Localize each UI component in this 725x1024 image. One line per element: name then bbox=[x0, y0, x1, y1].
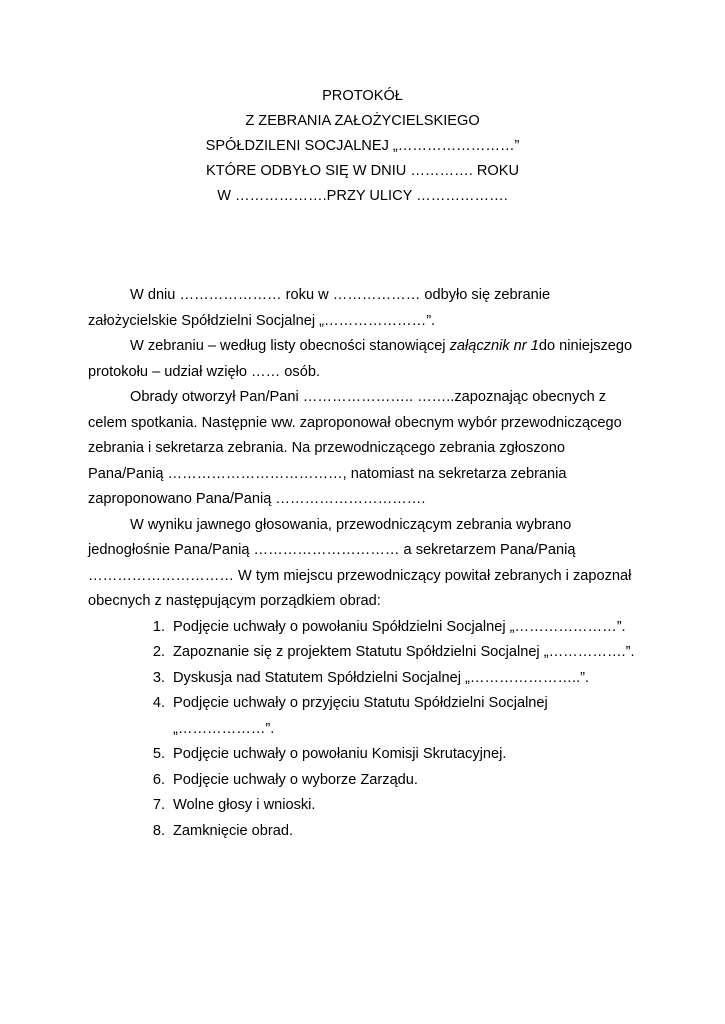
agenda-item-text: Podjęcie uchwały o powołaniu Komisji Skrutacyjnej. bbox=[173, 746, 507, 762]
document-header bbox=[0, 84, 725, 209]
agenda-item-number: 7. bbox=[152, 797, 165, 813]
agenda-item-number: 4. bbox=[152, 695, 165, 711]
paragraph-2-text-a: W zebraniu – według listy obecności stanowiącej bbox=[130, 338, 450, 354]
paragraph-3-line-2: celem spotkania. Następnie ww. zaproponował obecnym wybór przewodniczącego bbox=[88, 414, 622, 431]
agenda-item-text: Dyskusja nad Statutem Spółdzielni Socjalnej „…………………..”. bbox=[173, 669, 590, 686]
agenda-item-continuation bbox=[88, 717, 648, 743]
agenda-item-number: 2. bbox=[152, 644, 165, 660]
agenda-item bbox=[88, 666, 648, 692]
agenda-item-text: Wolne głosy i wnioski. bbox=[173, 797, 316, 813]
agenda-item-text: Zamknięcie obrad. bbox=[173, 822, 294, 839]
agenda-item-text-continuation: „………………”. bbox=[173, 720, 275, 737]
header-line-5: W ……………….PRZY ULICY ………………. bbox=[217, 188, 508, 204]
agenda-item-number: 8. bbox=[152, 822, 165, 839]
agenda-item-number: 6. bbox=[152, 771, 165, 788]
paragraph-4-line-2: jednogłośnie Pana/Panią ………………………… a sekretarzem Pana/Panią bbox=[88, 542, 576, 558]
header-line-3: SPÓŁDZILENI SOCJALNEJ „……………………” bbox=[205, 138, 520, 154]
agenda-item bbox=[88, 691, 648, 717]
paragraph-2-line-1 bbox=[88, 334, 648, 360]
paragraph-4-line-1: W wyniku jawnego głosowania, przewodniczącym zebrania wybrano bbox=[130, 516, 572, 533]
paragraph-1-line-2: założycielskie Spółdzielni Socjalnej „…………………”. bbox=[88, 312, 436, 329]
paragraph-3-line-1: Obrady otworzył Pan/Pani ………………….. ……..zapoznając obecnych z bbox=[130, 389, 607, 405]
paragraph-1-line-1: W dniu ………………… roku w ……………… odbyło się zebranie bbox=[130, 287, 551, 303]
agenda-item bbox=[88, 768, 648, 794]
agenda-item bbox=[88, 640, 648, 666]
agenda-item bbox=[88, 615, 648, 641]
agenda-item bbox=[88, 793, 648, 819]
header-line-4: KTÓRE ODBYŁO SIĘ W DNIU …………. ROKU bbox=[206, 163, 519, 179]
agenda-item-text: Podjęcie uchwały o powołaniu Spółdzielni Socjalnej „…………………”. bbox=[173, 618, 626, 635]
header-line-2: Z ZEBRANIA ZAŁOŻYCIELSKIEGO bbox=[245, 113, 480, 129]
attachment-reference: załącznik nr 1 bbox=[449, 338, 539, 354]
paragraph-2-line-2: protokołu – udział wzięło …… osób. bbox=[88, 363, 320, 380]
agenda-item-text: Zapoznanie się z projektem Statutu Spółdzielni Socjalnej „…………….”. bbox=[173, 644, 635, 660]
agenda-item-text: Podjęcie uchwały o przyjęciu Statutu Spółdzielni Socjalnej bbox=[173, 695, 548, 711]
paragraph-4-line-3: ………………………… W tym miejscu przewodniczący powitał zebranych i zapoznał bbox=[88, 567, 632, 584]
paragraph-3-line-4: Pana/Panią ………………………………, natomiast na sekretarza zebrania bbox=[88, 465, 567, 482]
paragraph-2-text-b: do niniejszego bbox=[538, 338, 633, 354]
agenda-item bbox=[88, 819, 648, 845]
paragraph-3-line-3: zebrania i sekretarza zebrania. Na przewodniczącego zebrania zgłoszono bbox=[88, 440, 565, 456]
header-title: PROTOKÓŁ bbox=[322, 88, 403, 104]
agenda-list bbox=[88, 615, 648, 845]
paragraph-3-line-5: zaproponowano Pana/Panią …………………………. bbox=[88, 491, 426, 507]
document-body bbox=[88, 283, 648, 844]
agenda-item bbox=[88, 742, 648, 768]
agenda-item-text: Podjęcie uchwały o wyborze Zarządu. bbox=[173, 771, 418, 788]
agenda-item-number: 5. bbox=[152, 746, 165, 762]
agenda-item-number: 3. bbox=[152, 669, 165, 686]
agenda-item-number: 1. bbox=[152, 618, 165, 635]
paragraph-4-line-4: obecnych z następującym porządkiem obrad: bbox=[88, 593, 381, 609]
